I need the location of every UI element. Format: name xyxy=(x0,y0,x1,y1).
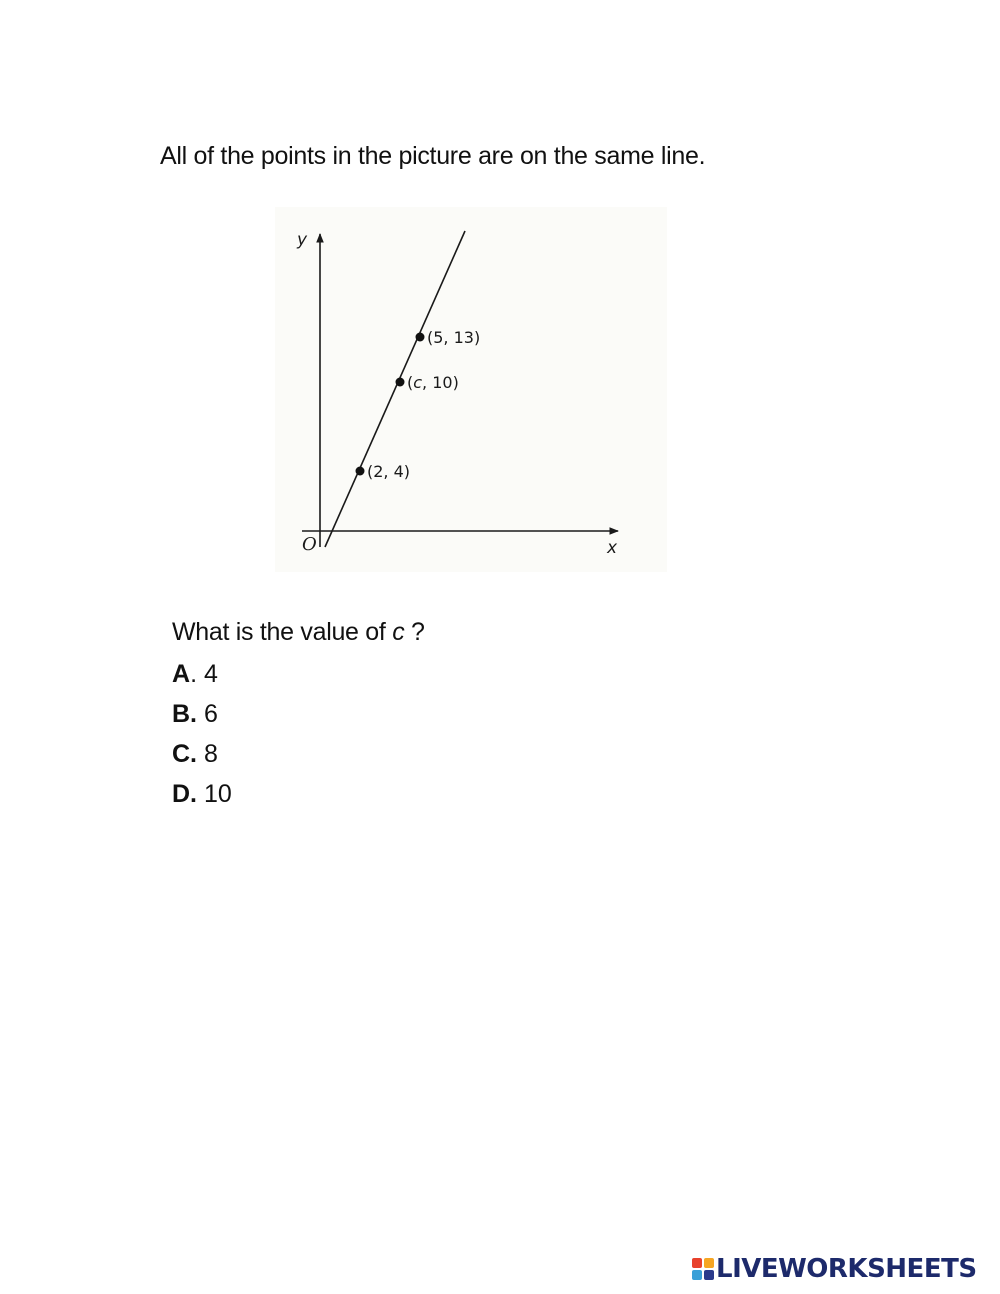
question-prompt-suffix: ? xyxy=(404,618,425,646)
option-value: 10 xyxy=(203,780,232,808)
answer-options xyxy=(172,658,232,818)
y-axis-label: y xyxy=(297,230,308,250)
logo-square xyxy=(692,1270,702,1280)
logo-text: LIVEWORKSHEETS xyxy=(716,1254,977,1284)
line-figure xyxy=(275,207,667,572)
question-prompt xyxy=(172,618,425,647)
option-letter: A xyxy=(172,660,191,688)
logo-square xyxy=(704,1270,714,1280)
logo-square xyxy=(704,1258,714,1268)
line-figure-svg xyxy=(275,207,667,572)
option-letter: D. xyxy=(172,780,197,808)
origin-label: O xyxy=(302,534,317,555)
point-c-10-label: (c, 10) xyxy=(407,373,459,392)
liveworksheets-logo xyxy=(692,1254,977,1284)
point-2-4-label: (2, 4) xyxy=(367,462,411,481)
point-5-13-label: (5, 13) xyxy=(427,328,481,347)
point-2-4 xyxy=(356,467,365,476)
point-c-10 xyxy=(396,378,405,387)
option-a[interactable] xyxy=(172,658,232,698)
option-separator xyxy=(197,700,204,728)
point-5-13 xyxy=(416,333,425,342)
option-c[interactable] xyxy=(172,738,232,778)
option-separator xyxy=(197,740,204,768)
option-letter: B. xyxy=(172,700,197,728)
x-axis-label: x xyxy=(607,538,618,558)
option-separator: . xyxy=(190,660,204,688)
option-value: 4 xyxy=(203,660,218,688)
logo-square xyxy=(692,1258,702,1268)
question-prompt-text: What is the value of xyxy=(172,618,393,646)
option-letter: C. xyxy=(172,740,197,768)
question-variable: c xyxy=(392,618,405,646)
question-intro: All of the points in the picture are on the same line. xyxy=(160,142,706,170)
option-b[interactable] xyxy=(172,698,232,738)
option-value: 6 xyxy=(203,700,218,728)
option-separator xyxy=(197,780,204,808)
logo-mark-icon xyxy=(692,1258,714,1280)
option-value: 8 xyxy=(203,740,218,768)
option-d[interactable] xyxy=(172,778,232,818)
